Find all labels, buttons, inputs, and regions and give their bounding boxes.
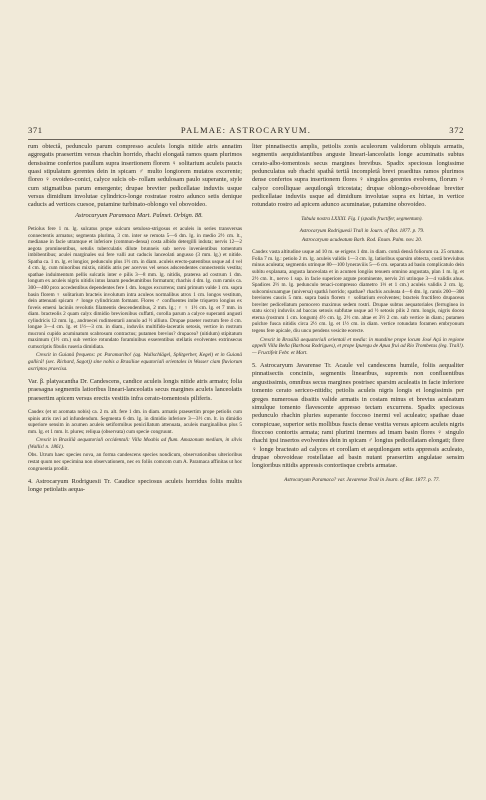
variety-paragraph: Var. β. platyacantha Dr. Candescens, candice aculeis longis nitide atris armato; folia praesagna segmentis latioribus lineari-lanceolatis secus margines aculeis lanceolatis praesertim apicem versus erectis vestitis infra cerato-tomentosis piliferis. xyxy=(28,378,242,402)
species-5-text: Acaule vel candescens humile, foliis aequaliter pinnatisectis conciniis, segmentis linearibus, supremis non confluentibus angustissimis, omnibus secus margines postrisec sparsim aculeatis in facie inferiore tomento cerato sericeo-nitidis; petiolis aculeis nigris longis et longissimis per greges numerosas dissitis valide armatis in costam minus et brevius aculeatum simulque tomento flavescente appresso tectam excurrens. Spadix speciosus pedunculo rhachin pluries superante foccoso inermi vel aculeato; spathae duae conspicuae, superior setis mollibus fuscis dense vestita versus apicem aculeis nigris fioccoso contortis armata; rami plurimi inermes ad imam basin flores ♀ singulo rhachi ipsi insertos evolventes dein in spicam ♂ longius pedicellatam elongati; flore ♀ longe bracteato ad calyces et corollam et aequilongam setis appressis aculeato, drupae obovoideae rostellatae ad basin nutant praesertim angulatae sensim longioribus nitidis appressis contortisque crebris armatae. xyxy=(252,362,465,470)
species-4-title: 4. Astrocaryum Rodriguesii Tr. xyxy=(28,478,111,486)
page-header xyxy=(28,125,464,137)
locality-note: Crescit in Guianâ frequens: pr. Paramaribo! (ag. Wullschlägel, Splitgerber, Kegel) et in Guianâ gallicâ! (sec. Richard, Sagot)) sine nobis a Brasiliae equatoriali orientales in Wasser ciam fluviorum ascriptos praecisa. xyxy=(28,352,242,372)
variety-locality: Crescit in Brasiliâ aequatoriali occidentali: Villa Moahis ad flum. Amazonum mediam, in silvis (Wallis! n. 1861). xyxy=(28,437,242,450)
running-title: PALMAE: ASTROCARYUM. xyxy=(180,125,312,135)
plate-reference: Tabula nostra LXXXI. Fig. I (spadix fructifer, segmentum). xyxy=(301,215,423,222)
species-5-paragraph xyxy=(252,362,464,470)
detail-paragraph: Caudex vasta altitudine usque ad 10 m. se erigens 1 dm. in diam. comâ densâ foliorum ca. 25 ornatus. Folia 7 m. lg.: petiolo 2 m. lg. aculeis validis 1—3 cm. lg. latioribus sparsim obtecta, costâ breviubus minus aculeata; segmentis utrinque 80—100 lyneraviiis 5—6 cm. separata ad basin complicatulo dein subitu explanata, angusta lanceolata et in acumen longiùs tenuem omnino angustata, plan 1 m. lg. et 2½ cm. lt., nervo 1 sup. in facie superiore argute prominente, nervis 2ri utrinque 3—4 validis ahus. Spadices 2½ m. lg. pedunculo tenaci-compresso diametro 1⅓ et 1 cm.) aculeis validis 2 cm. lg. subcomiscuamgue (universa) spathâ horrido; spathae? rhachis aculeata 4—6 dm. lg. ramis 200—300 breviores caucis 5 mm. supra basin florem ♀ solitarium evolventes; bracteis fructifero drupaceus breviter pedicellatum pomocero maximus sedem rostri. Drupae subtus aequatoriales (ferruginea in statu sicco) induviis ad baccas setosis subfutae usque ad ½ setosis pilis 2 mm. longis, nigris docea eterna (rostrum 1 cm. longum) 4½ cm. lg. 2½ cm. altae et 3½ 2 cm. sub vertice in diam.; putamen pulchre fusca nitidis circa 2½ cm. lg. et 1½ cm. in diam. vertice rotundato foramen embryonum tegens fere apicale, diu uncu pendens vesicite eorecte. xyxy=(252,249,464,334)
description-continued: liter pinnatisectis amplis, petiolis zonis aculeorum validorum obliquis armatis, segmentis aequidistantibus anguste lineari-lanceolatis longe acuminatis subtus cerato-albo-tomentosis secus margines brevibus. Spadix speciosus longissime pedunculatus sub rhachi spathâ tertiâ incompletâ brevi praeditus ramos plurimos dense confertos supra insertionem flores ♀ singulos gerentes evolvens, florum ♀ calyce corolliquae aequilongâ tricostata; drupae oblongo-obovoideae breviter pedicellatae induviis usque ad dimidium involutae supra ex hirtae, in vertice rotundato rostro ad apicem adunco acuminatae, putamine obovoideo. xyxy=(252,143,464,209)
page-number-left: 371 xyxy=(28,125,43,135)
left-column xyxy=(28,143,242,497)
observation-note: Obs. Utrum haec species nova, an forma candescens species nondicum, observationibus ulterioribus restat quum nec specimina non observationem, nec ex foliis comcom cum A. Paramaca affinitas ut hoc congruentia prodiit. xyxy=(28,452,242,472)
detail-paragraph: Petiolus fere 1 m. lg. sulcatus prope sulcum setuloso-strigosus et aculeis in series transversas connectentis armatus; segmenta plurima, 3 cm. inter se remota 5—6 dm. lg. in medio 2½ cm. lt., medianae in facie utramque et inferiore (commun-densa) costa albido detergilli induta; nervis 12—2 aegota prominentibus, setulis tuberculatis dilute brunneis sub nervo invenientibus tomentum imbibentibus; aculei marginales sui fere valli aut caducis lanceolati angusso (3 mm. lg.) et nitide. Spatha ca. 1 m. lg. et longior, pedunculo plus 1½ cm. in diam. aculeis erecto-patentibus usque ad 4 vel 4 cm. lg. cum minoribus mixtis, nitidis atris per acervos vel senos adscendentes connectentis vestita; spathae induimentum pellis sulcatis inter e pilis 3—8 mm. lg. nitidis, praterea ad costrum 1 dm. longum ex aculeis nigris nitidis intus lanam peudeumitibus formatum; rhachis 4 dm. lg. cum ramis ca. 300—400 prox accedentibus dependentes fere 1 dm. longos excurrens; rami primum valde 1 cm. supra basin florem ♀ solitarium bracteis involutum intra aculeos normalibus atrox 1 cm. longos vestitum, dein attenuati spicam ♂ longe cylindricam formant. Flores ♂ confluentes imbe triquetro longius ex foveis emersi laciniis revolutis filamentis descendentibus, 2 mm. lg.; ♀ ♀ 1½ cm. lg. et 7 mm. in diam. bracteolis 2 quam calyx dimidio breviorsibus cuffatti, corolla parum a calyce superanti angusti cylindricis 12 mm. lg., androecei rudimentarii annulo ad ½ alliuto. Drupae praeter rostrum fere 4 cm. longae 3—4 cm. lg. et 1½—3 cm. in diam., induviis multifido-laceratis setosis, vertice in rostrum mucroni cupido acuminatum scabrosum contractus; putamen brevius? drupacea? (nitidum) stipitatum maximum (1½ cm.) sub vertice rotundato foraminibus exserentibus stellatis evolventes extrinsecus cumscriptis fibulis ruseria dimidiata. xyxy=(28,226,242,350)
header-rule xyxy=(28,139,464,140)
species-4-text: Caudice speciosus aculeis horridus foliis multis longe petiolatis aequa- xyxy=(28,478,242,494)
citation-rodriguesii: Astrocaryum Rodriguesii Trail in Journ. of Bot. 1877. p. 79. xyxy=(299,228,425,235)
right-column xyxy=(252,143,464,485)
citation: Astrocaryum Paramaca Mart. Palmet. Orbign. 88. xyxy=(75,211,203,219)
citation-javarense: Astrocaryum Paramaca? var. Javarense Trail in Journ. of Bot. 1877. p. 77. xyxy=(284,476,440,483)
species-4-paragraph xyxy=(28,478,242,495)
locality-note: Crescit in Brasiliâ aequatoriali orientali et media: in mundine prope locum José Açú in regione appelli Villa Bella (Barbosa Rodrigues), et prope Ipuregu de Apua frui ad Rio Trombetas (leg. Trail!). — Fructifeit Febr. et Mart. xyxy=(252,336,464,356)
species-5-title: 5. Astrocaryum Javarense Tr. xyxy=(252,362,332,370)
description-paragraph: rum obtectâ, pedunculo parum compresso aculeis longis nitide atris annatim aggregatis praesertim versus rhachin horrido, rhachi elongatâ ramos quam plurimos densissime confertos paullum supra insertionem florem ♀ solitarium aculeis paucis quasi stipulatum gerentes dein in spicam ♂ multo longiorem mutatos excerente; floreo ♀ ovoideo-conici, calyce sulcis ob- rollam sedulosam paulo superante, style cum stigmatibus parum emergente; drupae breviter pedicellatae induviis usque versus dimidium involutae cylindrico-longe rostratae rostro adunco setis denique caducis ad vertices cuesoe, putamine turbinato-oblongo vel obovoideo. xyxy=(28,143,242,209)
citation-aculeatum: Astrocaryum acudeatum Barb. Rod. Enum. Palm. nov. 20. xyxy=(301,236,423,243)
variety-detail: Caudex (et ut acomata nobis) ca. 2 m. alt. fere 1 dm. in diam. armatis praesertim prope petiolis cum spinis atris ravi ad infundendum. Segmenta 6 dm. lg. in dimidio inferiore 3—3½ cm. lt. in dimidio superiore sensim in acumen aculeis setiformibus penicillatum attenuata, aculeis marginalibus plus 5 mm. lg. et 1 mm. lt. plures; reliqua (observata) cum specie congruunt. xyxy=(28,409,242,435)
page-number-right: 372 xyxy=(449,125,464,135)
